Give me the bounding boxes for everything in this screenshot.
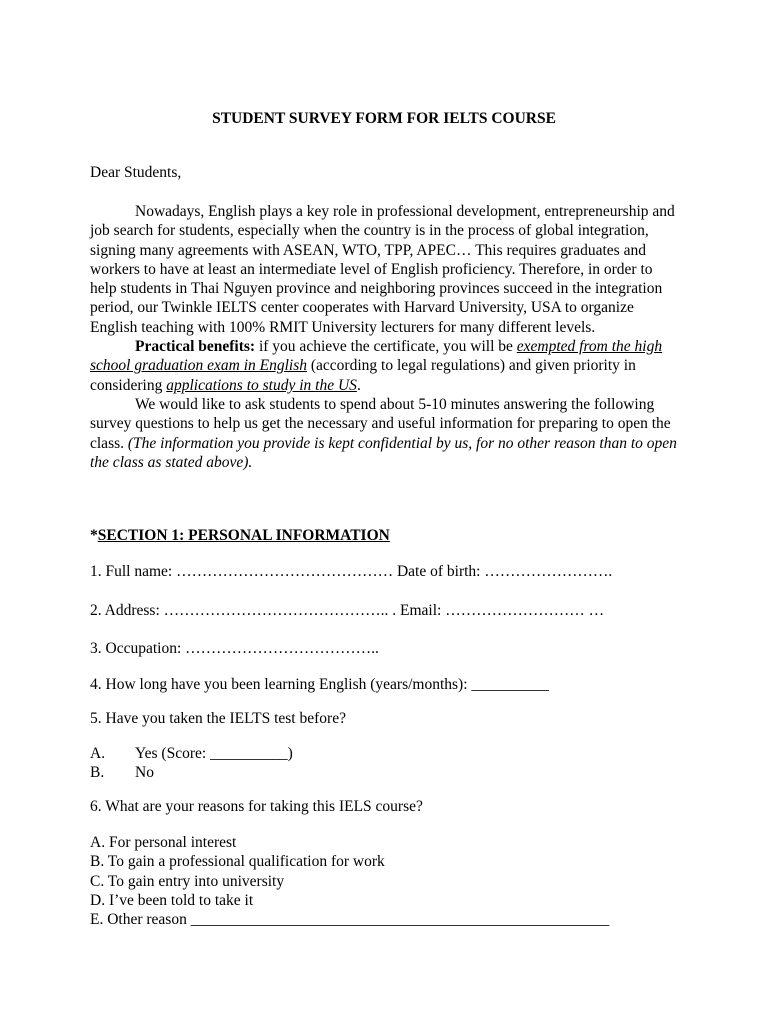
question-3-text: 3. Occupation: ……………………………….. [90,640,379,657]
option-text: No [135,764,154,782]
question-6-options [90,833,680,929]
benefits-exemption-text: exempted from the high school graduation exam in English [90,338,663,375]
question-5-options [90,744,680,783]
option-text: Yes (Score: __________) [135,745,293,762]
option-letter: B. [90,764,105,782]
question-5-text: 5. Have you taken the IELTS test before? [90,710,346,727]
benefits-text-1: if you achieve the certificate, you will be [255,338,517,356]
benefits-text-3: . [356,376,361,394]
question-4-text: 4. How long have you been learning English (years/months): __________ [90,676,549,693]
request-paragraph [90,395,680,472]
greeting [90,163,680,182]
question-1-text: 1. Full name: …………………………………… Date of birth: ……………………. [90,563,613,580]
confidentiality-note: (The information you provide is kept confidential by us, for no other reason than to open the class as stated above). [90,434,677,471]
question-5 [90,709,680,728]
option-letter: A. [90,745,106,762]
question-5-option-a [90,744,680,763]
question-6-option-d: D. I’ve been told to take it [90,891,254,909]
greeting-text: Dear Students, [90,164,182,181]
intro-section [90,202,680,472]
benefits-text-2: (according to legal regulations) and given priority in considering [90,357,636,394]
benefits-label: Practical benefits: [135,338,256,356]
question-3 [90,639,680,658]
question-1 [90,562,680,581]
question-4 [90,675,680,694]
request-text: We would like to ask students to spend about 5-10 minutes answering the following survey questions to help us get the necessary and useful information for preparing to open the class. [90,395,671,452]
question-6 [90,797,680,816]
question-5-option-b [90,763,680,782]
question-6-option-b: B. To gain a professional qualification for work [90,853,385,871]
question-2-text: 2. Address: …………………………………….. . Email: ……………………… … [90,602,605,619]
question-2 [90,601,680,620]
section-1-star: * [90,527,98,544]
intro-paragraph: Nowadays, English plays a key role in professional development, entrepreneurship and job search for students, especially when the country is in the process of global integration, signing many agreements with ASEAN, WTO, TPP, APEC… This requires graduates and workers to have at least an intermediate level of English proficiency. Therefore, in order to help students in Thai Nguyen province and neighboring provinces succeed in the integration period, our Twinkle IELTS center cooperates with Harvard University, USA to organize English teaching with 100% RMIT University lecturers for many different levels. [90,203,675,336]
question-6-text: 6. What are your reasons for taking this IELS course? [90,798,423,815]
question-6-option-c: C. To gain entry into university [90,872,285,890]
benefits-paragraph [90,337,680,395]
section-1-heading [90,526,680,545]
document-title: STUDENT SURVEY FORM FOR IELTS COURSE [212,110,556,127]
question-6-option-a: A. For personal interest [90,834,237,851]
question-6-option-e: E. Other reason ______________________________________________________ [90,911,610,929]
benefits-study-us-text: applications to study in the US [166,376,357,394]
section-1-title: SECTION 1: PERSONAL INFORMATION [97,527,390,544]
